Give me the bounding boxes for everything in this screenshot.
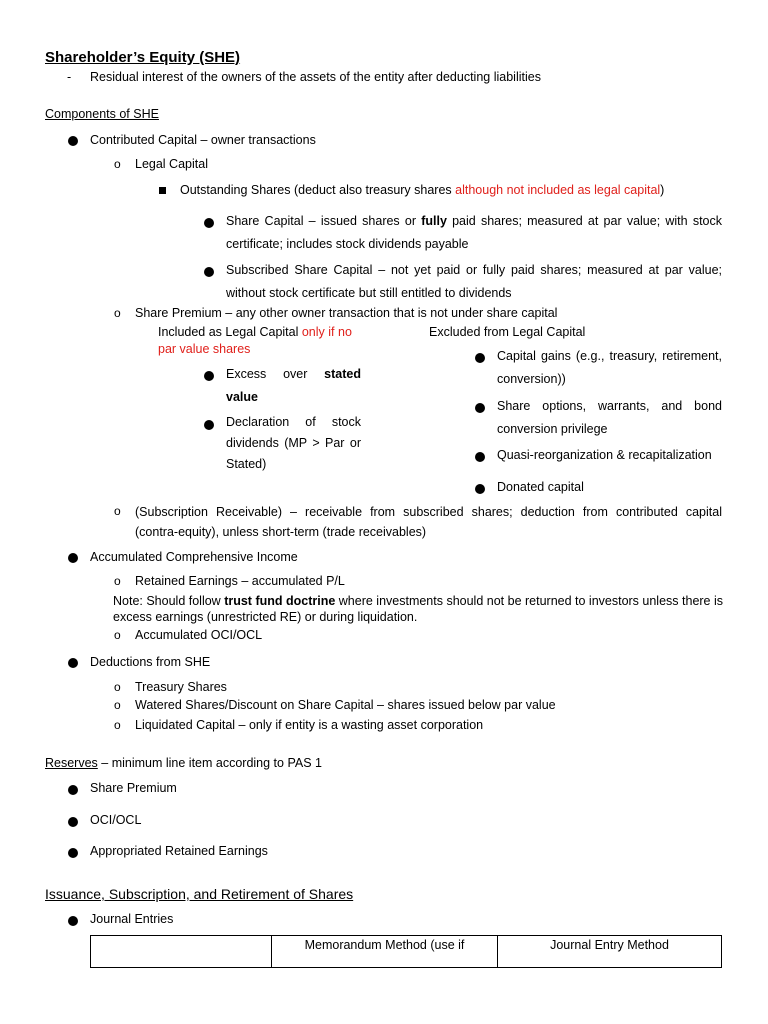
contributed-capital: Contributed Capital – owner transactions [90,133,316,147]
reserves-heading: Reserves [45,756,98,770]
definition-text: Residual interest of the owners of the assets of the entity after deducting liabilities [90,70,541,84]
declaration-stock-dividends: Declaration of stock dividends (MP > Par or Stated) [226,415,361,471]
bullet-icon [68,785,78,795]
bullet-icon [475,353,485,363]
trust-fund-note: Note: Should follow trust fund doctrine where investments should not be returned to investors unless there is excess earnings (unrestricted RE) or during liquidation. [113,594,724,624]
circle-bullet-icon: o [114,680,121,694]
bullet-icon [68,848,78,858]
subscription-receivable: (Subscription Receivable) – receivable from subscribed shares; deduction from contributed capital (contra-equity), unless short-term (trade receivables) [135,505,722,539]
retained-earnings: Retained Earnings – accumulated P/L [135,574,345,588]
table-header-cell [91,936,272,968]
table-header-cell: Journal Entry Method [498,936,722,968]
square-bullet-icon [159,187,166,194]
deduction-item: Treasury Shares [135,680,227,694]
excluded-heading: Excluded from Legal Capital [429,325,586,339]
bullet-icon [68,817,78,827]
accumulated-income: Accumulated Comprehensive Income [90,550,298,564]
bullet-icon [475,403,485,413]
outstanding-shares: Outstanding Shares (deduct also treasury shares although not included as legal capital) [180,183,665,197]
components-heading: Components of SHE [45,107,159,121]
excluded-item: Donated capital [497,480,584,494]
subscribed-share-capital: Subscribed Share Capital – not yet paid or fully paid shares; measured at par value; without stock certificate but still entitled to dividends [226,263,722,300]
reserve-item: OCI/OCL [90,813,142,827]
bullet-icon [204,371,214,381]
table-row [91,936,722,968]
circle-bullet-icon: o [114,574,121,588]
journal-entries: Journal Entries [90,912,174,926]
bullet-icon [475,452,485,462]
bullet-icon [204,218,214,228]
circle-bullet-icon: o [114,698,121,712]
circle-bullet-icon: o [114,504,121,518]
share-premium: Share Premium – any other owner transaction that is not under share capital [135,306,558,320]
bullet-icon [204,420,214,430]
excluded-item: Capital gains (e.g., treasury, retirement, conversion)) [497,349,722,386]
deduction-item: Watered Shares/Discount on Share Capital – shares issued below par value [135,698,556,712]
issuance-heading: Issuance, Subscription, and Retirement of Shares [45,886,354,902]
bullet-icon [68,136,78,146]
bullet-icon [475,484,485,494]
share-capital: Share Capital – issued shares or fully paid shares; measured at par value; with stock certificate; includes stock dividends payable [226,214,722,251]
circle-bullet-icon: o [114,718,121,732]
reserves-line: Reserves – minimum line item according to PAS 1 [45,756,322,770]
bullet-icon [68,658,78,668]
bullet-icon [68,553,78,563]
included-legal-capital: Included as Legal Capital only if no par value shares [158,325,352,356]
circle-bullet-icon: o [114,157,121,171]
circle-bullet-icon: o [114,628,121,642]
excluded-item: Share options, warrants, and bond conversion privilege [497,399,722,436]
journal-table [90,935,722,968]
accumulated-oci: Accumulated OCI/OCL [135,628,263,642]
reserve-item: Share Premium [90,781,177,795]
bullet-icon [68,916,78,926]
table-header-cell: Memorandum Method (use if [272,936,498,968]
legal-capital: Legal Capital [135,157,208,171]
bullet-icon [204,267,214,277]
reserve-item: Appropriated Retained Earnings [90,844,268,858]
deduction-item: Liquidated Capital – only if entity is a wasting asset corporation [135,718,484,732]
excess-over-stated-value: Excess over stated value [226,367,361,404]
page-title: Shareholder’s Equity (SHE) [45,49,241,66]
dash-marker: - [67,70,72,84]
deductions-from-she: Deductions from SHE [90,655,211,669]
circle-bullet-icon: o [114,306,121,320]
excluded-item: Quasi-reorganization & recapitalization [497,448,712,462]
